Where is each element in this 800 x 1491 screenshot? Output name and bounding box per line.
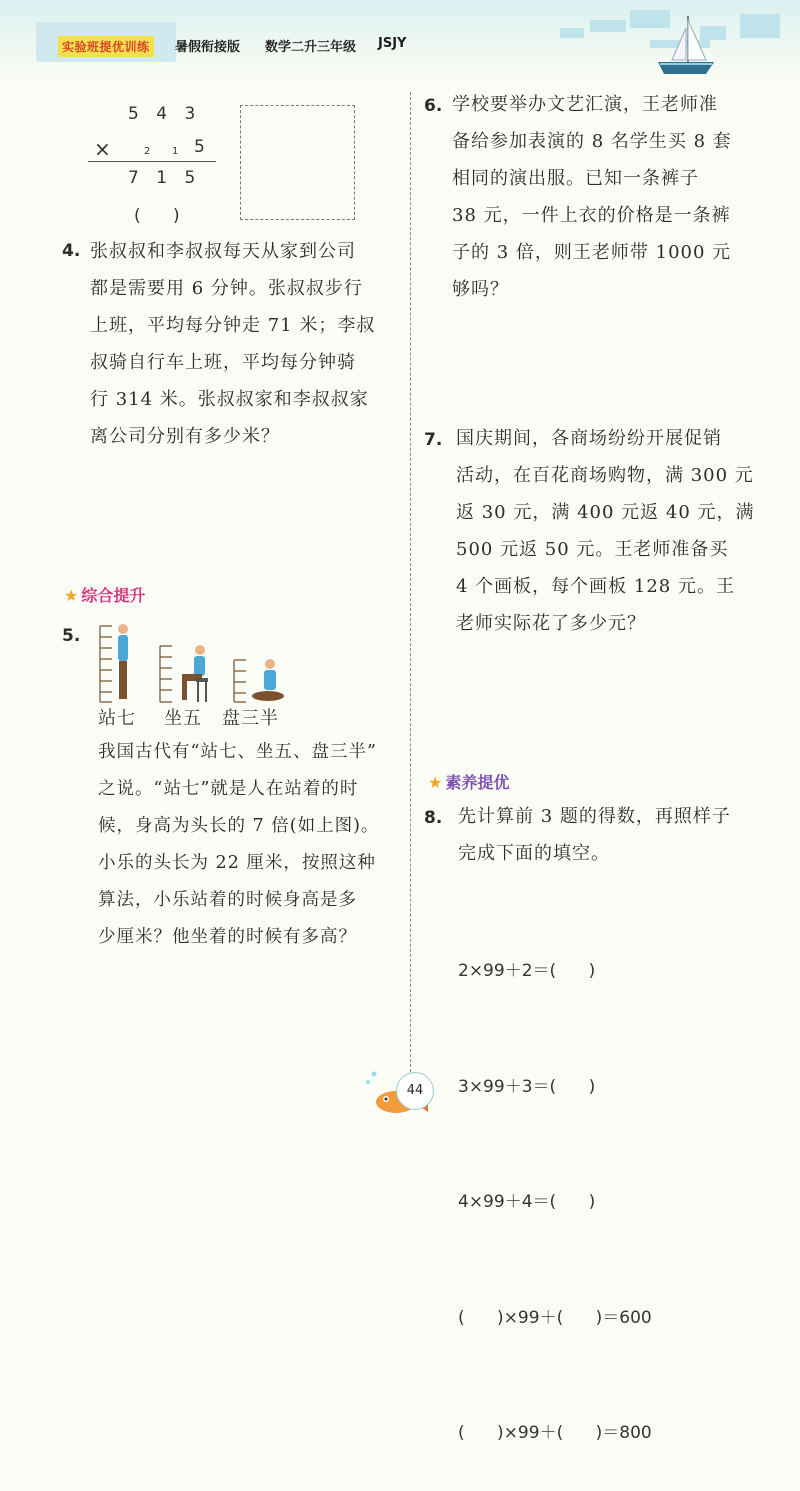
- work-box[interactable]: [240, 105, 355, 220]
- q4-text: [90, 233, 410, 455]
- calc-second-number: 5: [194, 137, 205, 157]
- q8-expression[interactable]: ( )×99＋( )＝800: [458, 1423, 652, 1443]
- q7-text: [456, 420, 786, 642]
- page-number: 44: [396, 1072, 434, 1110]
- brand-label: 实验班提优训练: [58, 36, 154, 57]
- q4-line: 行 314 米。张叔叔家和李叔叔家: [90, 389, 369, 410]
- caption-sit: 坐五: [164, 708, 202, 729]
- q6-line: 相同的演出服。已知一条裤子: [452, 168, 699, 189]
- q8-number: 8.: [424, 808, 443, 828]
- q7-line: 老师实际花了多少元？: [456, 613, 646, 634]
- q4-line: 离公司分别有多少米？: [90, 426, 280, 447]
- q8-expression[interactable]: ( )×99＋( )＝600: [458, 1307, 652, 1328]
- q6-line: 子的 3 倍，则王老师带 1000 元: [452, 242, 732, 263]
- q6-line: 38 元，一件上衣的价格是一条裤: [452, 205, 731, 226]
- edition-label: 暑假衔接版: [175, 40, 241, 55]
- q5-line: 算法，小乐站着的时候身高是多: [98, 890, 357, 910]
- q8-expressions: [458, 875, 652, 1491]
- section-title: 综合提升: [81, 586, 146, 605]
- times-sign: ×: [94, 137, 111, 161]
- q6-number: 6.: [424, 96, 443, 116]
- star-icon: ★: [64, 586, 79, 605]
- star-icon: ★: [428, 773, 443, 792]
- q5-line: 之说。“站七”就是人在站着的时: [98, 779, 359, 799]
- calc-line: [88, 161, 216, 162]
- q7-line: 4 个画板，每个画板 128 元。王: [456, 576, 735, 597]
- carry-digit-2: 1: [172, 146, 179, 157]
- q6-text: [452, 86, 782, 308]
- q5-line: 少厘米？他坐着的时候有多高？: [98, 927, 357, 947]
- q5-text: [98, 734, 410, 956]
- q4-line: 叔骑自行车上班，平均每分钟骑: [90, 352, 356, 373]
- q8-line: 完成下面的填空。: [458, 843, 610, 864]
- q5-line: 小乐的头长为 22 厘米，按照这种: [98, 853, 376, 873]
- q7-line: 活动，在百花商场购物，满 300 元: [456, 465, 754, 486]
- calc-answer-blank[interactable]: ( ): [134, 206, 180, 226]
- q6-line: 备给参加表演的 8 名学生买 8 套: [452, 131, 732, 152]
- q4-line: 上班，平均每分钟走 71 米；李叔: [90, 315, 376, 336]
- q7-line: 500 元返 50 元。王老师准备买: [456, 539, 729, 560]
- sailboat-icon: [650, 10, 720, 80]
- q6-line: 学校要举办文艺汇演，王老师准: [452, 94, 718, 115]
- calc-top-number: 5 4 3: [128, 104, 202, 124]
- q5-line: 我国古代有“站七、坐五、盘三半”: [98, 742, 377, 762]
- q7-number: 7.: [424, 430, 443, 450]
- caption-stand: 站七: [98, 708, 136, 729]
- code-label: JSJY: [378, 36, 407, 51]
- q6-line: 够吗？: [452, 279, 509, 300]
- q4-line: 都是需要用 6 分钟。张叔叔步行: [90, 278, 363, 299]
- q8-expression[interactable]: 3×99＋3＝( ): [458, 1076, 596, 1097]
- subject-label: 数学二升三年级: [265, 40, 357, 55]
- section-title: 素养提优: [445, 773, 510, 792]
- q8-expression[interactable]: 4×99＋4＝( ): [458, 1192, 596, 1212]
- caption-crosslegged: 盘三半: [222, 708, 279, 729]
- q7-line: 国庆期间，各商场纷纷开展促销: [456, 428, 722, 449]
- posture-illustration: [96, 620, 286, 706]
- q8-text: [458, 798, 778, 872]
- carry-digit-1: 2: [144, 146, 151, 157]
- q4-number: 4.: [62, 241, 81, 261]
- q5-number: 5.: [62, 626, 81, 646]
- q8-line: 先计算前 3 题的得数，再照样子: [458, 806, 731, 827]
- column-divider: [410, 92, 411, 1082]
- calc-result: 7 1 5: [128, 168, 202, 188]
- section-comprehensive: [64, 583, 145, 606]
- section-literacy: [428, 770, 509, 793]
- q5-line: 候，身高为头长的 7 倍(如上图)。: [98, 816, 380, 836]
- q4-line: 张叔叔和李叔叔每天从家到公司: [90, 241, 356, 262]
- q7-line: 返 30 元，满 400 元返 40 元，满: [456, 502, 755, 523]
- q8-expression[interactable]: 2×99＋2＝( ): [458, 961, 596, 981]
